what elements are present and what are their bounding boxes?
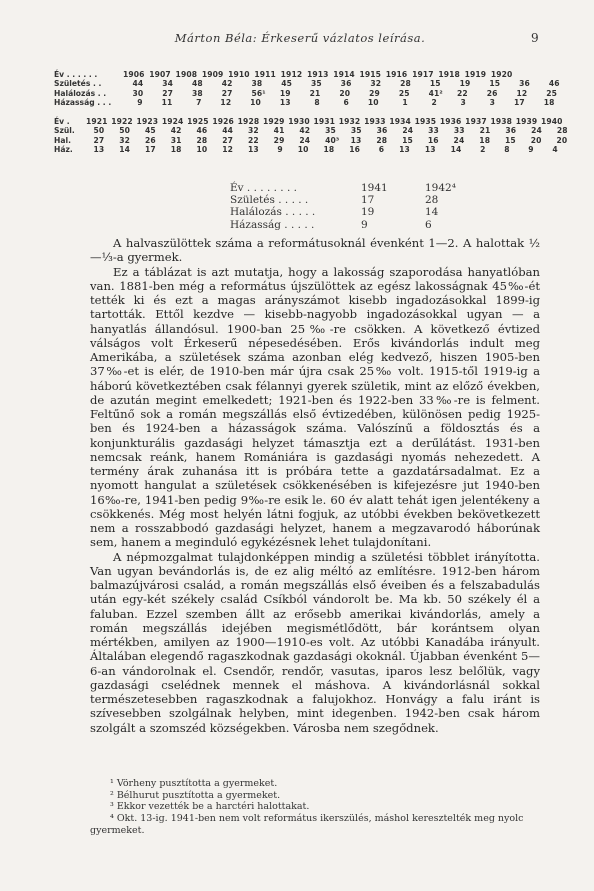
- population-table-1906-1920: [54, 70, 574, 107]
- table-row: [230, 219, 450, 231]
- body-text: [90, 236, 540, 735]
- row-label: Ház.: [54, 144, 73, 154]
- row-label: Születés . .: [54, 79, 102, 89]
- table-row: [54, 145, 574, 154]
- population-table-1921-1940: [54, 117, 574, 154]
- population-table-1941-1942: [230, 182, 456, 231]
- row-label: Születés . . . . .: [230, 194, 309, 207]
- table-row: [230, 206, 450, 218]
- table-row: [230, 194, 450, 206]
- cell-1942: 1942⁴: [425, 182, 456, 194]
- row-label: Év . . . . . .: [54, 70, 98, 79]
- cell-1942: 6: [425, 218, 432, 231]
- paragraph: Ez a táblázat is azt mutatja, hogy a lakosság szaporodása hanyatlóban van. 1881-ben még a református újszülöttek az egész lakosságnak 45‰-ét tették ki és ezt a magas arányszámot kisebb ingadozásokkal 1899-ig tartották. Ettől kezdve — kisebb-nagyobb ingadozásokkal ugyan — a hanyatlás állandósul. 1900-ban 25‰-re csökken. A következő évtized válságos volt Érkeserű népesedésében. Erős kivándorlás indult meg Amerikába, a születések száma azonban elég kedvező, hiszen 1905-ben 37‰-et is elér, de 1910-ben már újra csak 25‰ volt. 1915-től 1919-ig a háború következtében csak félannyi gyerek születik, mint az előző években, de azután megint emelkedett; 1921-ben és 1922-ben 33‰-re is felment. Feltűnő sok a román megszállás első évtizedében, különösen pedig 1925-ben és 1924-ben a házasságok száma. Valószínű a földosztás és a konjunkturális gazdasági helyzet támasztja ezt a derűlátást. 1931-ben nemcsak reánk, hanem Romániára is gazdasági nyomás nehezedett. A termény árak zuhanása itt is próbára tette a gazdatársadalmat. Ez a nyomott hangulat a születések csökkenésében is kifejezésre jut 1940-ben 16‰-re, 1941-ben pedig 9‰-re esik le. 60 év alatt tehát igen jelentékeny a csökkenés. Még most helyén látni fogjuk, az utóbbi években bekövetkezett nem a rosszabbodó gazdasági helyzet, hanem a megzavarodó háborúnak sem, hanem a meginduló egykézésnek lehet tulajdonítani.: [90, 264, 540, 550]
- row-values: 9 11 7 12 10 13 8 6 10 1 2 3 3 17 18: [123, 97, 555, 107]
- row-values: 30 27 38 27 56¹ 19 21 20 29 25 41² 22 26 12 25: [123, 88, 558, 98]
- paragraph: A népmozgalmat tulajdonképpen mindig a születési többlet irányította. Van ugyan bevándorlás is, de ez alig méltó az említésre. 1912-ben három balmazújvárosi család, a román megszállás első éveiben és a felszabadulás után egy-két székely család Csíkból vándorolt be. Ma kb. 50 székely él a faluban. Ezzel szemben állt az erősebb amerikai kivándorlás, amely a román megszállás idejében megismétlődött, bár korántsem olyan mértékben, amilyen az 1900—1910-es volt. Az utóbbi Kanadába irányult. Általában elegendő ragaszkodnak gazdasági okoknál. Újabban évenként 5—6-an vándorolnak el. Csendőr, rendőr, vasutas, iparos lesz belőlük, vagy gazdasági cselédnek mennek el máshova. A kivándorlásnál sokkal természetesebben ragaszkodnak a falujokhoz. Honvágy a falu iránt is szívesebben szolgálnak helyben, mint idegenben. 1942-ben csak három szolgált a szomszéd községekben. Városba nem szegődnek.: [90, 549, 540, 735]
- row-label: Hal.: [54, 135, 71, 145]
- row-values: 27 32 26 31 28 27 22 29 24 40³ 13 28 15 16 24 18 15 20 20: [86, 135, 568, 145]
- footnotes: [90, 778, 540, 837]
- table-row: [54, 70, 574, 79]
- table-row: [54, 126, 574, 135]
- running-header: [0, 31, 594, 47]
- paragraph: A halvaszülöttek száma a reformátusoknál évenként 1—2. A halottak ½—⅓-a gyermek.: [90, 236, 540, 265]
- table-row: [54, 117, 574, 126]
- page-number: 9: [531, 31, 539, 45]
- table-row: [54, 79, 574, 88]
- footnote: ¹ Vörheny pusztította a gyermeket.: [110, 778, 278, 789]
- row-label: Év . . . . . . . .: [230, 182, 297, 194]
- cell-1942: 28: [425, 194, 439, 207]
- row-label: Szül.: [54, 126, 75, 136]
- table-row: [54, 136, 574, 145]
- row-values: 1921 1922 1923 1924 1925 1926 1928 1929 1930 1931 1932 1933 1934 1935 1936 1937 1938 1939 1940: [86, 117, 563, 126]
- footnote: ² Bélhurut pusztította a gyermeket.: [110, 789, 281, 801]
- row-values: 44 34 48 42 38 45 35 36 32 28 15 19 15 36 46: [123, 79, 560, 89]
- row-label: Halálozás . . . . .: [230, 206, 316, 219]
- cell-1941: 9: [361, 218, 368, 231]
- row-label: Házasság . . .: [54, 97, 112, 107]
- table-row: [230, 182, 456, 194]
- row-label: Házasság . . . . .: [230, 218, 315, 231]
- cell-1941: 17: [361, 194, 375, 207]
- footnote: ³ Ekkor vezették be a harctéri halottakat.: [110, 801, 310, 813]
- cell-1941: 19: [361, 206, 375, 219]
- table-row: [54, 89, 574, 98]
- footnote: ⁴ Okt. 13-ig. 1941-ben nem volt református ikerszülés, máshol keresztelték meg nyolc gyermeket.: [90, 813, 524, 836]
- table-row: [54, 98, 574, 107]
- cell-1942: 14: [425, 206, 439, 219]
- row-label: Év .: [54, 117, 70, 126]
- page-title: Márton Béla: Érkeserű vázlatos leírása.: [174, 31, 426, 45]
- row-values: 50 50 45 42 46 44 32 41 42 35 35 36 24 33 33 21 36 24 28: [86, 126, 568, 136]
- cell-1941: 1941: [361, 182, 388, 194]
- row-values: 1906 1907 1908 1909 1910 1911 1912 1913 1914 1915 1916 1917 1918 1919 1920: [123, 70, 513, 79]
- row-label: Halálozás . .: [54, 88, 107, 98]
- row-values: 13 14 17 18 10 12 13 9 10 18 16 6 13 13 14 2 8 9 4: [86, 144, 558, 154]
